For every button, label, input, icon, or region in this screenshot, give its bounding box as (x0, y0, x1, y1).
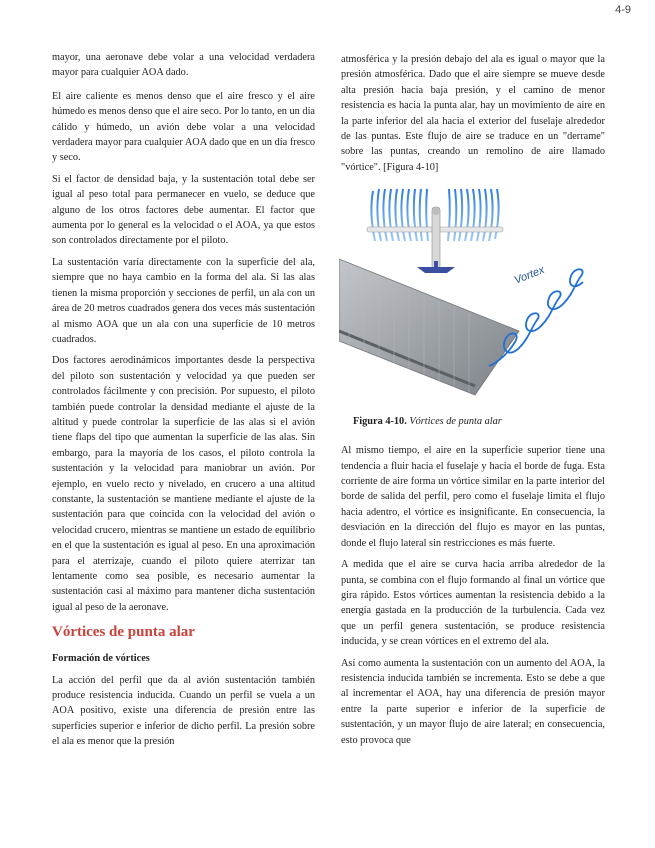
figure-vortex-label: Vortex (512, 264, 547, 288)
paragraph: Al mismo tiempo, el aire en la superficie superior tiene una tendencia a fluir hacia el fuselaje y hacia el borde de fuga. Esta corriente de aire forma un vórtice similar en la parte interior del borde de salida del perfil, pero como el fuselaje limita el flujo hacia adentro, el vórtice es insignificante. En consecuencia, la desviación en la dirección del flujo es mayor en las puntas, donde el flujo lateral sin restricciones es más fuerte. (341, 445, 605, 549)
figure-wingtip-vortices (339, 181, 609, 405)
paragraph: A medida que el aire se curva hacia arriba alrededor de la punta, se combina con el flujo formando al final un vórtice que gira rápido. Estos vórtices aumentan la resistencia debido a la energía gastada en la producción de la turbulencia. Cada vez que un perfil genera sustentación, se produce resistencia inducida, y se crean vórtices en el extremo del ala. (341, 559, 605, 648)
paragraph: La sustentación varía directamente con la superficie del ala, siempre que no haya cambio en la forma del ala. Si las alas tienen la misma proporción y secciones de perfil, un ala con un área de 20 metros cuadrados genera dos veces más sustentación al mismo AOA que un ala con una superficie de 10 metros cuadrados. (52, 256, 315, 345)
paragraph: La acción del perfil que da al avión sustentación también produce resistencia inducida. Cuando un perfil se vuela a un AOA positivo, existe una diferencia de presión entre las superficies superior e inferior de dicho perfil. La presión sobre el ala es menor que la presión (52, 674, 315, 748)
wingtip-vortex-illustration (339, 181, 609, 405)
paragraph: Dos factores aerodinámicos importantes desde la perspectiva del piloto son sustentación y velocidad ya que pueden ser controlados fácilmente y con precisión. Por supuesto, el piloto también puede controlar la densidad mediante el ajuste de la altitud y puede controlar la superficie de las alas si el avión tiene flaps del tipo que aumentan la superficie de las alas. Sin embargo, para la mayoría de los casos, el piloto controla la sustentación y la velocidad para maniobrar un avión. Por ejemplo, en vuelo recto y nivelado, en crucero a una altitud constante, la sustentación se mantiene mediante el ajuste de la sustentación para que coincida con la velocidad del avión o velocidad crucero, mientras se mantiene un estado de equilibrio en el que la sustentación es igual al peso. En una aproximación para el aterrizaje, cuando el piloto quiere aterrizar tan lentamente como sea posible, es necesario aumentar la sustentación casi al máximo para mantener dicha sustentación igual al peso de la aeronave. (52, 355, 315, 613)
left-column (52, 50, 315, 756)
caption-number: Figura 4-10. (353, 416, 407, 428)
paragraph: mayor, una aeronave debe volar a una velocidad verdadera mayor para cualquier AOA dado. (52, 52, 315, 79)
paragraph: El aire caliente es menos denso que el aire fresco y el aire húmedo es menos denso que el aire seco. Por lo tanto, en un día cálido y húmedo, un avión debe volar a una velocidad verdadera mayor para cualquier AOA dado que en un día fresco y seco. (52, 90, 315, 164)
paragraph: Si el factor de densidad baja, y la sustentación total debe ser igual al peso total para permanecer en vuelo, se deduce que alguno de los otros factores debe aumentar. El factor que aumenta por lo general es la velocidad o el AOA, ya que estos son controlados directamente por el piloto. (52, 173, 315, 247)
paragraph: atmosférica y la presión debajo del ala es igual o mayor que la presión atmosférica. Dado que el aire siempre se mueve desde alta presión hacia baja presión, y el camino de menor resistencia es hacia la punta alar, hay un movimiento de aire en la parte inferior del ala hacia el exterior del fuselaje alrededor de las puntas. Este flujo de aire se traduce en un "derrame" sobre las puntas, creando un remolino de aire llamado "vórtice". [Figura 4-10] (341, 54, 605, 173)
figure-caption (353, 415, 605, 429)
caption-text: Vórtices de punta alar (409, 416, 502, 428)
right-column (341, 52, 605, 754)
subsection-title: Formación de vórtices (52, 653, 150, 665)
section-title: Vórtices de punta alar (52, 624, 195, 641)
wing-illustration (339, 259, 519, 395)
page-number: 4-9 (615, 4, 631, 16)
paragraph: Así como aumenta la sustentación con un aumento del AOA, la resistencia inducida también se incrementa. Esto se debe a que al incrementar el AOA, hay una diferencia de presión mayor entre la parte superior e inferior de la superficie de sustentación, y un mayor flujo de aire lateral; en consecuencia, esto provoca que (341, 657, 605, 746)
